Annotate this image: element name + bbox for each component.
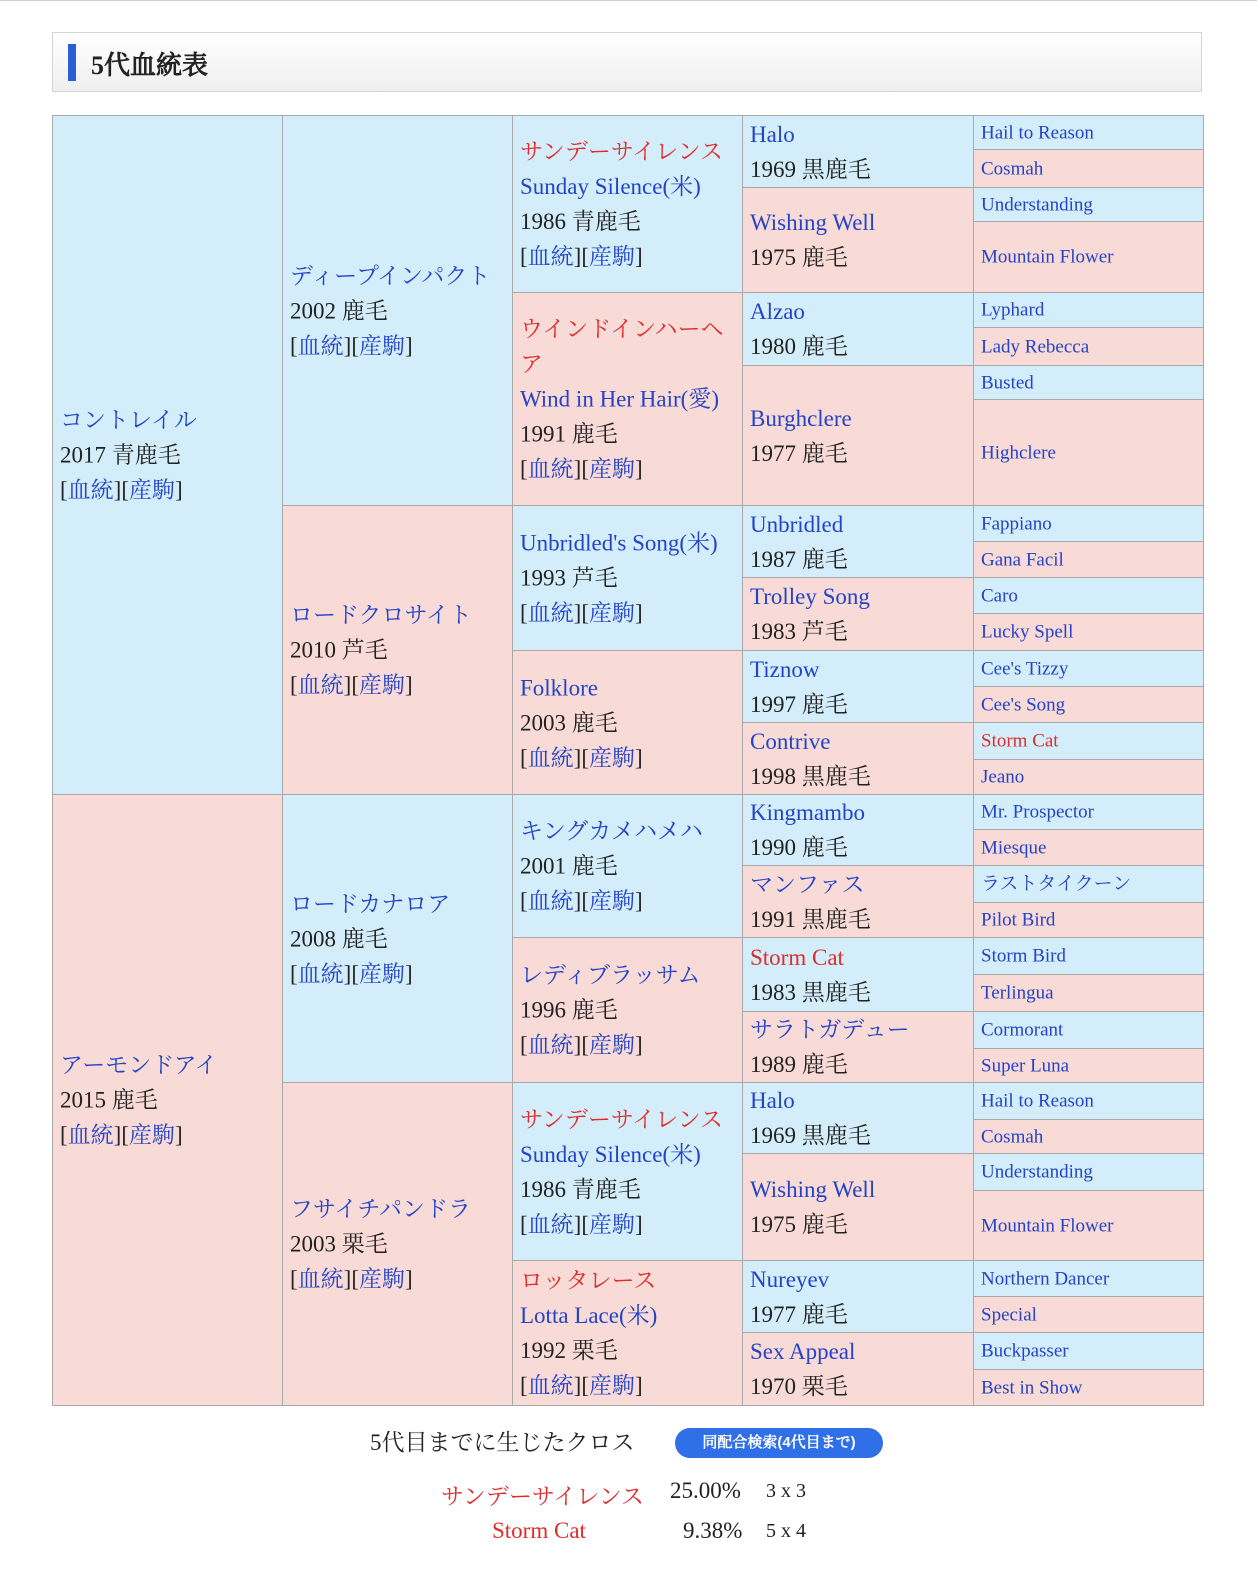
horse-name[interactable]: Storm Cat <box>750 944 844 970</box>
cell-content <box>743 401 973 471</box>
pedigree-link[interactable]: 血統 <box>527 888 574 914</box>
horse-name[interactable]: Lucky Spell <box>981 621 1074 643</box>
offspring-link[interactable]: 産駒 <box>589 888 635 914</box>
pedigree-links: [血統][産駒] <box>60 477 183 503</box>
horse-name[interactable]: Unbridled <box>750 511 844 537</box>
cell-content <box>743 652 973 722</box>
pedigree-cell-gen4 <box>742 794 974 866</box>
offspring-link[interactable]: 産駒 <box>589 600 635 626</box>
horse-name-japanese[interactable]: サンデーサイレンス <box>520 1106 723 1132</box>
horse-name[interactable]: Wishing Well <box>750 1177 876 1202</box>
cell-content <box>283 1192 512 1297</box>
offspring-link[interactable]: 産駒 <box>589 244 635 269</box>
cell-content <box>974 115 1203 150</box>
offspring-link[interactable]: 産駒 <box>589 1211 635 1237</box>
horse-name[interactable]: Hail to Reason <box>981 122 1094 143</box>
pedigree-link[interactable]: 血統 <box>527 456 574 482</box>
pedigree-cell-gen4 <box>742 365 974 506</box>
horse-year-color: 1998 黒鹿毛 <box>750 763 871 789</box>
cell-content <box>974 240 1203 275</box>
cell-content <box>974 1370 1203 1405</box>
pedigree-link[interactable]: 血統 <box>297 1266 344 1292</box>
horse-year-color: 1983 芦毛 <box>750 619 848 644</box>
cell-content <box>513 134 742 274</box>
horse-name[interactable]: Miesque <box>981 837 1047 858</box>
pedigree-link[interactable]: 血統 <box>527 1032 574 1058</box>
cell-content <box>743 795 973 865</box>
cell-content <box>974 976 1203 1011</box>
pedigree-links: [血統][産駒] <box>520 1373 643 1398</box>
horse-name[interactable]: Lady Rebecca <box>981 336 1090 357</box>
horse-year-color: 1986 青鹿毛 <box>520 209 641 234</box>
pedigree-link[interactable]: 血統 <box>297 333 344 358</box>
pedigree-cell-gen5 <box>973 187 1204 222</box>
horse-name[interactable]: Contrive <box>750 728 831 754</box>
pedigree-link[interactable]: 血統 <box>297 672 344 698</box>
horse-year-color: 1987 鹿毛 <box>750 546 848 572</box>
cell-content <box>513 958 742 1063</box>
offspring-link[interactable]: 産駒 <box>589 1373 635 1398</box>
cell-content <box>974 795 1203 830</box>
pedigree-cell-gen5 <box>973 1369 1204 1406</box>
horse-name[interactable]: Understanding <box>981 194 1093 215</box>
pedigree-link[interactable]: 血統 <box>67 477 114 503</box>
horse-year-color: 2001 鹿毛 <box>520 853 618 879</box>
horse-name[interactable]: Mountain Flower <box>981 246 1114 268</box>
top-divider <box>0 0 1257 1</box>
cell-content <box>974 1048 1203 1083</box>
horse-name[interactable]: Kingmambo <box>750 800 865 825</box>
pedigree-cell-gen5 <box>973 541 1204 578</box>
horse-year-color: 1989 鹿毛 <box>750 1052 848 1077</box>
cell-content <box>743 1012 973 1082</box>
horse-year-color: 1990 鹿毛 <box>750 835 848 860</box>
horse-name[interactable]: Folklore <box>520 675 598 700</box>
cross-generation: 3 x 3 <box>766 1480 806 1502</box>
cell-content <box>283 258 512 363</box>
horse-name[interactable]: Busted <box>981 372 1034 393</box>
horse-name-japanese[interactable]: サンデーサイレンス <box>520 139 723 164</box>
horse-name[interactable]: Cosmah <box>981 1126 1044 1147</box>
cell-content <box>974 1334 1203 1369</box>
horse-name[interactable]: Cee's Tizzy <box>981 658 1069 679</box>
pedigree-cell-gen1 <box>52 794 283 1406</box>
cell-content <box>743 579 973 649</box>
horse-name[interactable]: Trolley Song <box>750 584 870 609</box>
pedigree-cell-gen4 <box>742 1153 974 1261</box>
horse-name[interactable]: ロードカナロア <box>290 891 451 916</box>
pedigree-links: [血統][産駒] <box>290 672 413 698</box>
pedigree-cell-gen4 <box>742 865 974 938</box>
cell-content <box>974 187 1203 222</box>
horse-name[interactable]: Nureyev <box>750 1266 830 1292</box>
pedigree-cell-gen5 <box>973 865 1204 903</box>
pedigree-cell-gen3 <box>512 292 743 506</box>
offspring-link[interactable]: 産駒 <box>589 1032 635 1058</box>
horse-year-color: 2010 芦毛 <box>290 637 388 663</box>
horse-name[interactable]: Understanding <box>981 1161 1093 1183</box>
pedigree-cell-gen3 <box>512 1082 743 1261</box>
horse-year-color: 1969 黒鹿毛 <box>750 156 871 182</box>
horse-year-color: 1975 鹿毛 <box>750 1212 848 1237</box>
cross-percentage: 25.00% <box>670 1478 741 1503</box>
horse-name[interactable]: サラトガデュー <box>750 1017 910 1042</box>
pedigree-cell-gen4 <box>742 1082 974 1154</box>
horse-year-color: 2003 栗毛 <box>290 1231 388 1257</box>
pedigree-cell-gen4 <box>742 292 974 366</box>
cell-content <box>974 578 1203 613</box>
section-title: 5代血統表 <box>91 51 209 80</box>
cell-content <box>974 1261 1203 1296</box>
pedigree-link[interactable]: 血統 <box>527 244 574 269</box>
pedigree-cell-gen5 <box>973 1260 1204 1297</box>
horse-year-color: 1997 鹿毛 <box>750 691 848 717</box>
offspring-link[interactable]: 産駒 <box>359 1266 405 1292</box>
cell-content <box>513 526 742 631</box>
cell-content <box>974 329 1203 364</box>
horse-name[interactable]: レディブラッサム <box>520 962 701 988</box>
cell-content <box>743 507 973 577</box>
pedigree-cell-gen3 <box>512 794 743 938</box>
pedigree-cell-gen5 <box>973 577 1204 614</box>
pedigree-cell-gen5 <box>973 759 1204 795</box>
horse-year-color: 1986 青鹿毛 <box>520 1176 641 1202</box>
horse-year-color: 2008 鹿毛 <box>290 926 388 951</box>
pedigree-cell-gen5 <box>973 937 1204 975</box>
horse-name[interactable]: Mountain Flower <box>981 1215 1114 1236</box>
cell-content <box>974 615 1203 650</box>
horse-name[interactable]: Sex Appeal <box>750 1339 856 1364</box>
pedigree-cell-gen5 <box>973 1190 1204 1261</box>
cell-content <box>974 830 1203 865</box>
cross-title: 5代目までに生じたクロス <box>370 1430 635 1455</box>
cell-content <box>53 1048 282 1153</box>
cell-content <box>974 506 1203 541</box>
cell-content <box>513 814 742 919</box>
pedigree-links: [血統][産駒] <box>290 1266 413 1292</box>
cell-content <box>974 151 1203 186</box>
pedigree-links: [血統][産駒] <box>520 244 643 269</box>
cell-content <box>743 867 973 937</box>
pedigree-cell-gen5 <box>973 221 1204 293</box>
horse-name[interactable]: Terlingua <box>981 982 1054 1004</box>
pedigree-cell-gen4 <box>742 577 974 651</box>
pedigree-links: [血統][産駒] <box>60 1122 183 1148</box>
cell-content <box>974 293 1203 328</box>
cell-content <box>974 542 1203 577</box>
pedigree-cell-gen5 <box>973 1048 1204 1083</box>
pedigree-cell-gen3 <box>512 505 743 651</box>
offspring-link[interactable]: 産駒 <box>359 672 405 698</box>
cell-content <box>513 1263 742 1403</box>
offspring-link[interactable]: 産駒 <box>359 333 405 358</box>
pedigree-table <box>52 115 1204 1405</box>
cell-content <box>974 435 1203 470</box>
horse-name[interactable]: Jeano <box>981 766 1025 788</box>
cell-content <box>743 724 973 794</box>
pedigree-cell-gen4 <box>742 937 974 1012</box>
horse-name[interactable]: Lyphard <box>981 299 1045 321</box>
cell-content <box>743 1262 973 1332</box>
offspring-link[interactable]: 産駒 <box>359 961 405 986</box>
horse-name[interactable]: Caro <box>981 585 1018 606</box>
cell-content <box>974 687 1203 722</box>
horse-name[interactable]: Lotta Lace(米) <box>520 1303 658 1328</box>
pedigree-links: [血統][産駒] <box>520 1032 643 1058</box>
horse-name[interactable]: Hail to Reason <box>981 1090 1094 1112</box>
horse-name[interactable]: コントレイル <box>60 407 197 433</box>
pedigree-cell-gen4 <box>742 1260 974 1333</box>
pedigree-link[interactable]: 血統 <box>527 1211 574 1237</box>
pedigree-cell-gen3 <box>512 650 743 795</box>
pedigree-cell-gen2 <box>282 794 513 1083</box>
horse-name[interactable]: Mr. Prospector <box>981 801 1094 823</box>
horse-name[interactable]: ディープインパクト <box>290 263 491 288</box>
offspring-link[interactable]: 産駒 <box>129 1122 175 1148</box>
pedigree-cell-gen5 <box>973 1332 1204 1370</box>
horse-name[interactable]: Best in Show <box>981 1377 1083 1398</box>
section-header <box>52 32 1202 92</box>
horse-year-color: 2017 青鹿毛 <box>60 442 181 468</box>
horse-name[interactable]: ロードクロサイト <box>290 602 472 628</box>
header-accent-bar <box>68 44 76 81</box>
horse-name[interactable]: Halo <box>750 1088 795 1113</box>
pedigree-links: [血統][産駒] <box>520 745 643 770</box>
pedigree-cell-gen5 <box>973 399 1204 506</box>
horse-name[interactable]: Gana Facil <box>981 549 1064 570</box>
pedigree-cell-gen4 <box>742 650 974 723</box>
horse-name[interactable]: マンファス <box>750 871 865 897</box>
horse-name[interactable]: Wishing Well <box>750 210 876 235</box>
pedigree-links: [血統][産駒] <box>290 333 413 358</box>
cell-content <box>974 760 1203 795</box>
cell-content <box>513 670 742 775</box>
cell-content <box>743 117 973 187</box>
pedigree-cell-gen3 <box>512 115 743 293</box>
pedigree-cell-gen5 <box>973 1011 1204 1049</box>
horse-name[interactable]: Cormorant <box>981 1019 1064 1041</box>
horse-name[interactable]: Sunday Silence(米) <box>520 1141 701 1167</box>
horse-name[interactable]: Unbridled's Song(米) <box>520 530 718 556</box>
cell-content <box>974 1084 1203 1119</box>
horse-name-japanese[interactable]: ロッタレース <box>520 1268 657 1293</box>
pedigree-cell-gen3 <box>512 1260 743 1406</box>
horse-name[interactable]: Alzao <box>750 299 805 324</box>
horse-year-color: 1991 鹿毛 <box>520 421 618 447</box>
pedigree-link[interactable]: 血統 <box>527 600 574 626</box>
pedigree-cell-gen5 <box>973 650 1204 687</box>
pedigree-cell-gen5 <box>973 327 1204 366</box>
pedigree-cell-gen5 <box>973 1082 1204 1120</box>
cell-content <box>974 867 1203 902</box>
pedigree-cell-gen1 <box>52 115 283 795</box>
pedigree-link[interactable]: 血統 <box>67 1122 114 1148</box>
cell-content <box>974 651 1203 686</box>
pedigree-cell-gen5 <box>973 115 1204 150</box>
pedigree-cell-gen5 <box>973 149 1204 188</box>
cell-content <box>743 1083 973 1153</box>
cell-content <box>283 598 512 703</box>
horse-year-color: 2003 鹿毛 <box>520 710 618 735</box>
cell-content <box>974 724 1203 759</box>
horse-name[interactable]: Tiznow <box>750 656 820 682</box>
horse-year-color: 1977 鹿毛 <box>750 440 848 466</box>
pedigree-cell-gen2 <box>282 1082 513 1406</box>
pedigree-cell-gen5 <box>973 1119 1204 1154</box>
cell-content <box>53 403 282 508</box>
cross-row <box>0 1518 1257 1552</box>
pedigree-cell-gen3 <box>512 937 743 1083</box>
pedigree-cell-gen5 <box>973 829 1204 866</box>
cell-content <box>743 1334 973 1404</box>
horse-year-color: 1991 黒鹿毛 <box>750 906 871 932</box>
horse-year-color: 1983 黒鹿毛 <box>750 979 871 1005</box>
cell-content <box>743 1172 973 1242</box>
cell-content <box>974 939 1203 974</box>
pedigree-link[interactable]: 血統 <box>527 1373 574 1398</box>
cross-horse-name[interactable]: Storm Cat <box>492 1518 586 1543</box>
pedigree-cell-gen4 <box>742 722 974 795</box>
pedigree-links: [血統][産駒] <box>520 888 643 914</box>
horse-name[interactable]: アーモンドアイ <box>60 1052 218 1078</box>
pedigree-links: [血統][産駒] <box>290 961 413 986</box>
cell-content <box>974 1208 1203 1243</box>
cell-content <box>974 903 1203 938</box>
horse-name[interactable]: Halo <box>750 121 795 147</box>
horse-name[interactable]: Wind in Her Hair(愛) <box>520 386 719 412</box>
horse-year-color: 1970 栗毛 <box>750 1374 848 1399</box>
pedigree-links: [血統][産駒] <box>520 456 643 482</box>
horse-name[interactable]: Sunday Silence(米) <box>520 174 701 199</box>
pedigree-cell-gen4 <box>742 187 974 293</box>
horse-name[interactable]: Cosmah <box>981 158 1044 179</box>
pedigree-cell-gen5 <box>973 902 1204 938</box>
pedigree-cell-gen5 <box>973 794 1204 830</box>
horse-name[interactable]: Storm Bird <box>981 945 1066 967</box>
horse-name[interactable]: キングカメハメハ <box>520 818 703 844</box>
cell-content <box>974 365 1203 400</box>
pedigree-link[interactable]: 血統 <box>297 961 344 986</box>
cell-content <box>974 1155 1203 1190</box>
pedigree-links: [血統][産駒] <box>520 600 643 626</box>
pedigree-cell-gen5 <box>973 1296 1204 1333</box>
horse-name[interactable]: Fappiano <box>981 513 1052 534</box>
pedigree-cell-gen5 <box>973 365 1204 400</box>
horse-name[interactable]: Burghclere <box>750 405 852 431</box>
pedigree-cell-gen4 <box>742 1332 974 1406</box>
horse-name[interactable]: Buckpasser <box>981 1340 1069 1362</box>
cross-row <box>0 1478 1257 1512</box>
offspring-link[interactable]: 産駒 <box>589 456 635 482</box>
horse-year-color: 2015 鹿毛 <box>60 1087 158 1113</box>
horse-name[interactable]: Cee's Song <box>981 694 1066 715</box>
horse-year-color: 1977 鹿毛 <box>750 1301 848 1327</box>
cross-generation: 5 x 4 <box>766 1520 806 1542</box>
offspring-link[interactable]: 産駒 <box>589 745 635 770</box>
cell-content <box>974 1297 1203 1332</box>
cell-content <box>743 294 973 364</box>
horse-name[interactable]: Highclere <box>981 442 1056 463</box>
pedigree-cell-gen2 <box>282 115 513 506</box>
pedigree-cell-gen5 <box>973 505 1204 542</box>
same-mating-search-button[interactable]: 同配合検索(4代目まで) <box>675 1428 883 1458</box>
cell-content <box>974 1013 1203 1048</box>
horse-name[interactable]: フサイチパンドラ <box>290 1196 472 1222</box>
pedigree-cell-gen4 <box>742 115 974 188</box>
pedigree-cell-gen4 <box>742 505 974 578</box>
cell-content <box>283 886 512 991</box>
cell-content <box>743 940 973 1010</box>
cell-content <box>974 1119 1203 1154</box>
horse-name[interactable]: ラストタイクーン <box>981 873 1132 895</box>
cross-percentage: 9.38% <box>683 1518 743 1543</box>
horse-year-color: 1980 鹿毛 <box>750 334 848 359</box>
pedigree-cell-gen5 <box>973 686 1204 723</box>
horse-year-color: 1969 黒鹿毛 <box>750 1123 871 1148</box>
horse-year-color: 1996 鹿毛 <box>520 997 618 1023</box>
pedigree-cell-gen5 <box>973 1153 1204 1191</box>
pedigree-links: [血統][産駒] <box>520 1211 643 1237</box>
horse-name[interactable]: Storm Cat <box>981 730 1059 752</box>
cell-content <box>743 205 973 275</box>
pedigree-cell-gen5 <box>973 292 1204 328</box>
pedigree-link[interactable]: 血統 <box>527 745 574 770</box>
horse-name[interactable]: Northern Dancer <box>981 1268 1110 1289</box>
pedigree-cell-gen4 <box>742 1011 974 1083</box>
horse-name-japanese[interactable]: ウインドインハーヘア <box>520 316 724 377</box>
pedigree-cell-gen5 <box>973 974 1204 1012</box>
cross-horse-name[interactable]: サンデーサイレンス <box>441 1484 644 1509</box>
horse-name[interactable]: Super Luna <box>981 1055 1070 1076</box>
horse-year-color: 1993 芦毛 <box>520 565 618 591</box>
cell-content <box>513 1102 742 1242</box>
offspring-link[interactable]: 産駒 <box>129 477 175 503</box>
horse-year-color: 1975 鹿毛 <box>750 245 848 270</box>
horse-year-color: 2002 鹿毛 <box>290 298 388 323</box>
cell-content <box>513 312 742 487</box>
horse-name[interactable]: Special <box>981 1304 1037 1325</box>
pedigree-cell-gen2 <box>282 505 513 795</box>
horse-year-color: 1992 栗毛 <box>520 1338 618 1363</box>
pedigree-cell-gen5 <box>973 722 1204 760</box>
horse-name[interactable]: Pilot Bird <box>981 909 1056 931</box>
pedigree-cell-gen5 <box>973 613 1204 651</box>
